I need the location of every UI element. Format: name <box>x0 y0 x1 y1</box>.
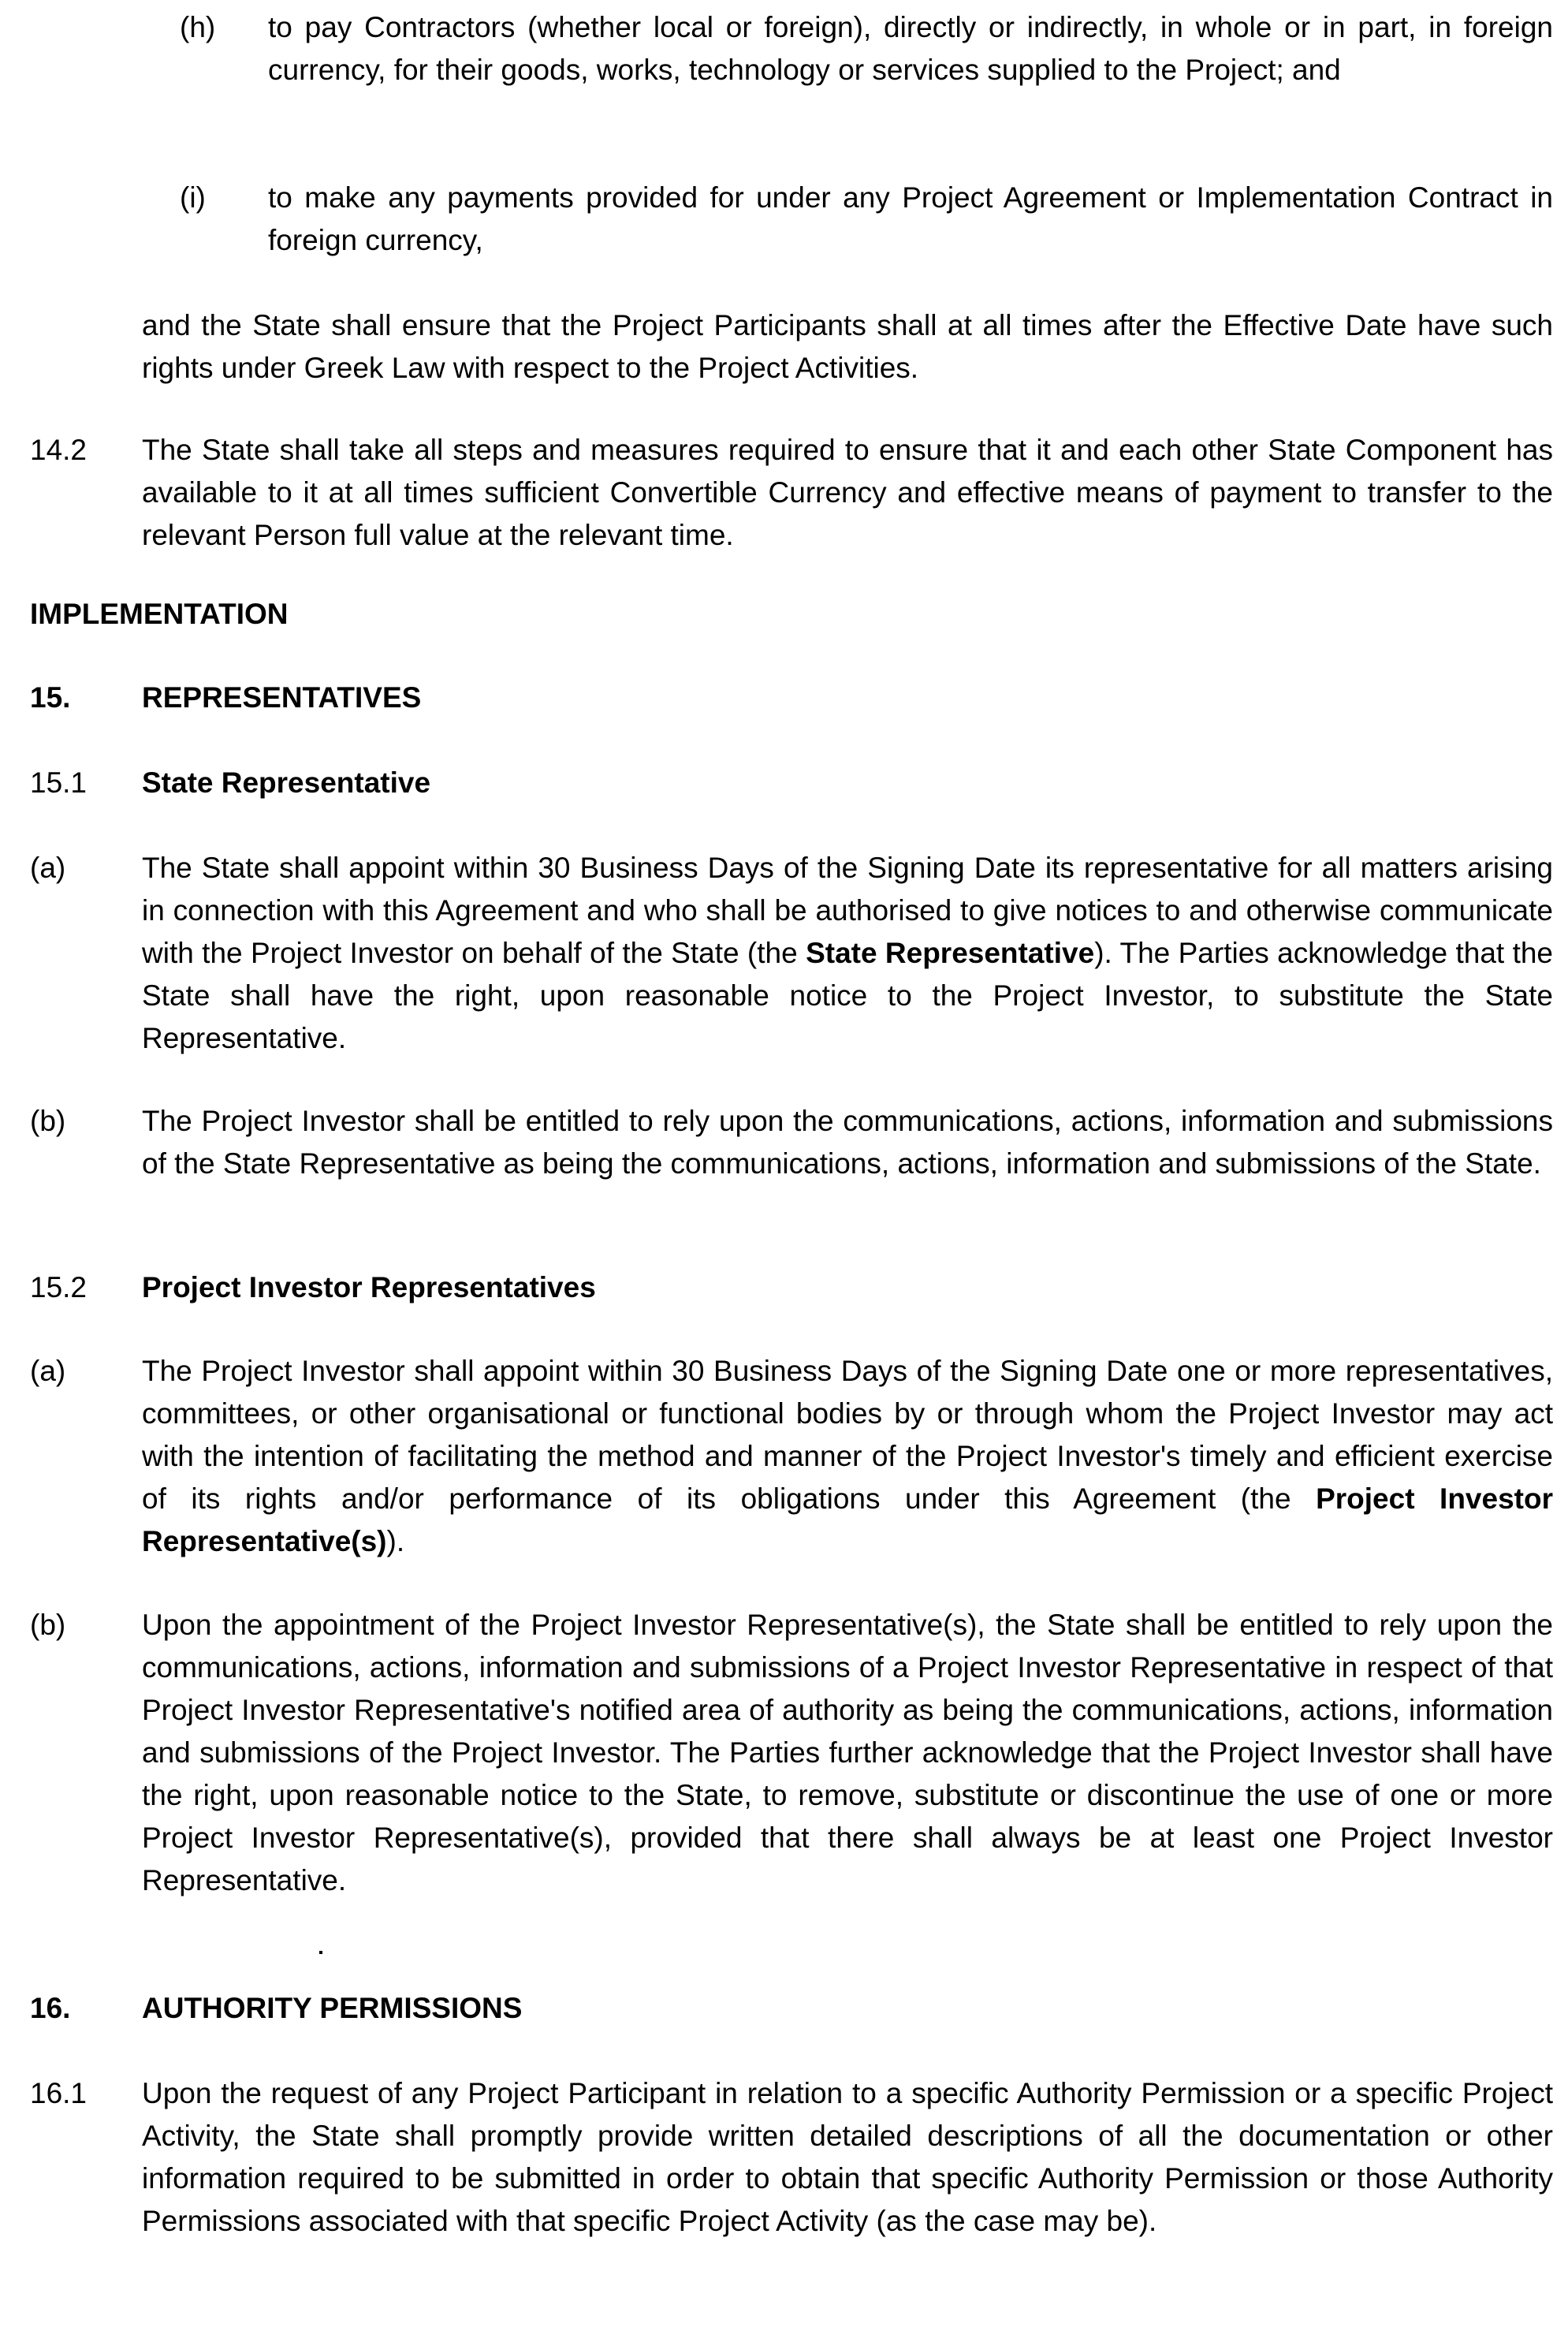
section-title: REPRESENTATIVES <box>142 681 422 714</box>
item-label: (h) <box>180 11 216 43</box>
clause-14-1-closing <box>0 304 1568 391</box>
item-label: (a) <box>30 852 66 884</box>
clause-text: The State shall take all steps and measures required to ensure that it and each other State Component has available to it at all times sufficient Convertible Currency and effective means of payment to transfer to the relevant Person full value at the relevant time. <box>142 434 1553 551</box>
item-text-before: The Project Investor shall appoint within 30 Business Days of the Signing Date one or more representatives, committees, or other organisational or functional bodies by or through whom the Project Investor may act with the intention of facilitating the method and manner of the Project Investor's timely and efficient exercise of its rights and/or performance of its obligations under this Agreement (the <box>142 1355 1553 1515</box>
item-text <box>142 1350 1553 1563</box>
item-text-after: ). <box>386 1525 405 1557</box>
item-label: (b) <box>30 1609 66 1641</box>
subsection-15-2-item-a <box>0 1350 1568 1567</box>
scan-artifact-dot <box>319 1951 322 1954</box>
section-number: 15. <box>30 681 71 714</box>
subsection-title: Project Investor Representatives <box>142 1271 596 1303</box>
clause-number: 14.2 <box>30 434 88 466</box>
defined-term: Project Investor Representative(s) <box>142 1482 1553 1557</box>
clause-14-1-item-i <box>0 177 1568 263</box>
section-title: AUTHORITY PERMISSIONS <box>142 1992 523 2024</box>
clause-14-1-item-h <box>0 6 1568 140</box>
item-text-before: The State shall appoint within 30 Business Days of the Signing Date its representative for all matters arising in connection with this Agreement and who shall be authorised to give notices to and otherwise communicate with the Project Investor on behalf of the State (the <box>142 852 1553 969</box>
closing-text: and the State shall ensure that the Project Participants shall at all times after the Effective Date have such rights under Greek Law with respect to the Project Activities. <box>142 309 1553 384</box>
subsection-15-2-item-b <box>0 1604 1568 1951</box>
subsection-number: 15.2 <box>30 1271 88 1303</box>
item-label: (i) <box>180 181 206 214</box>
subsection-number: 16.1 <box>30 2077 88 2109</box>
subsection-16-1 <box>0 2072 1568 2289</box>
subsection-15-2-heading <box>0 1266 1568 1309</box>
item-text <box>142 847 1553 1060</box>
item-text: to make any payments provided for under any Project Agreement or Implementation Contract in foreign currency, <box>268 181 1553 256</box>
defined-term: State Representative <box>806 937 1095 969</box>
item-text-after: ). The Parties acknowledge that the State shall have the right, upon reasonable notice to the Project Investor, to substitute the State Representative. <box>142 937 1553 1054</box>
subsection-text: Upon the request of any Project Participant in relation to a specific Authority Permission or a specific Project Activity, the State shall promptly provide written detailed descriptions of all the documentation or other information required to be submitted in order to obtain that specific Authority Permission or those Authority Permissions associated with that specific Project Activity (as the case may be). <box>142 2077 1553 2237</box>
item-label: (a) <box>30 1355 66 1387</box>
item-text: to pay Contractors (whether local or foreign), directly or indirectly, in whole or in part, in foreign currency, for their goods, works, technology or services supplied to the Project; and <box>268 11 1553 86</box>
item-text: Upon the appointment of the Project Investor Representative(s), the State shall be entitled to rely upon the communications, actions, information and submissions of a Project Investor Representative in respect of that Project Investor Representative's notified area of authority as being the communications, actions, information and submissions of the Project Investor. The Parties further acknowledge that the Project Investor shall have the right, upon reasonable notice to the State, to remove, substitute or discontinue the use of one or more Project Investor Representative(s), provided that there shall always be at least one Project Investor Representative. <box>142 1609 1553 1896</box>
subsection-15-1-heading <box>0 762 1568 804</box>
part-heading-text: IMPLEMENTATION <box>30 598 289 630</box>
part-heading <box>0 593 1568 636</box>
clause-14-2 <box>0 429 1568 559</box>
subsection-15-1-item-a <box>0 847 1568 1064</box>
section-15-heading <box>0 677 1568 719</box>
subsection-number: 15.1 <box>30 766 88 799</box>
item-text: The Project Investor shall be entitled to rely upon the communications, actions, information and submissions of the State Representative as being the communications, actions, information and submissions of the State. <box>142 1105 1553 1180</box>
section-16-heading <box>0 1987 1568 2030</box>
subsection-15-1-item-b <box>0 1100 1568 1230</box>
item-label: (b) <box>30 1105 66 1137</box>
section-number: 16. <box>30 1992 71 2024</box>
subsection-title: State Representative <box>142 766 431 799</box>
